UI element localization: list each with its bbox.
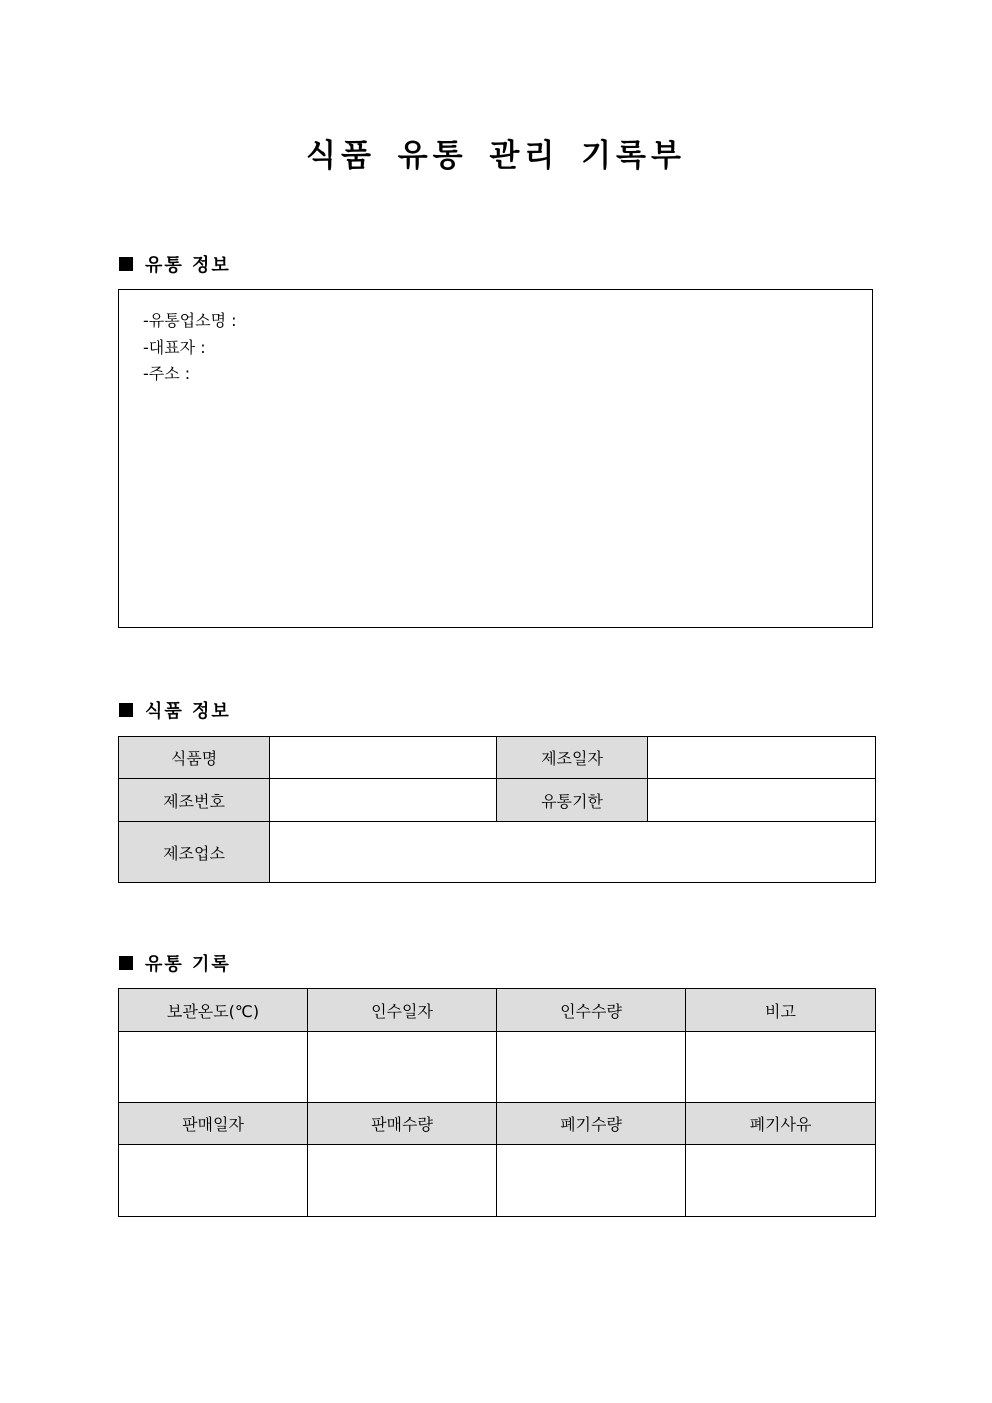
remarks-header: 비고 [686, 989, 876, 1032]
distribution-info-box [118, 289, 873, 628]
manufacture-date-label: 제조일자 [497, 737, 648, 779]
document-title: 식품 유통 관리 기록부 [306, 138, 686, 174]
section-heading-food-info [119, 697, 231, 723]
distribution-record-table [118, 988, 876, 1217]
square-bullet-icon [119, 956, 133, 970]
expiration-date-label: 유통기한 [497, 779, 648, 822]
food-name-label: 식품명 [119, 737, 270, 779]
representative-line[interactable]: -대표자 : [143, 337, 206, 357]
manufacturer-field[interactable] [270, 822, 876, 883]
sale-date-field[interactable] [119, 1145, 308, 1217]
storage-temperature-field[interactable] [119, 1032, 308, 1103]
disposal-reason-header: 폐기사유 [686, 1103, 876, 1145]
sale-date-header: 판매일자 [119, 1103, 308, 1145]
food-info-table [118, 736, 876, 883]
distributor-name-line[interactable]: -유통업소명 : [143, 311, 237, 330]
section-heading-distribution-info [119, 251, 231, 277]
square-bullet-icon [119, 257, 133, 271]
manufacturer-label: 제조업소 [119, 822, 270, 883]
table-header-row [119, 989, 876, 1032]
food-name-field[interactable] [270, 737, 497, 779]
expiration-date-field[interactable] [648, 779, 876, 822]
storage-temperature-header: 보관온도(℃) [119, 989, 308, 1032]
manufacture-number-label: 제조번호 [119, 779, 270, 822]
sale-quantity-header: 판매수량 [308, 1103, 497, 1145]
remarks-field[interactable] [686, 1032, 876, 1103]
receipt-date-field[interactable] [308, 1032, 497, 1103]
receipt-date-header: 인수일자 [308, 989, 497, 1032]
sale-quantity-field[interactable] [308, 1145, 497, 1217]
manufacture-date-field[interactable] [648, 737, 876, 779]
table-row [119, 779, 876, 822]
section-heading-label: 유통 정보 [145, 255, 231, 276]
receipt-quantity-header: 인수수량 [497, 989, 686, 1032]
table-row [119, 1145, 876, 1217]
disposal-quantity-header: 폐기수량 [497, 1103, 686, 1145]
section-heading-label: 유통 기록 [145, 954, 231, 975]
table-row [119, 822, 876, 883]
section-heading-distribution-record [119, 950, 231, 976]
table-header-row [119, 1103, 876, 1145]
square-bullet-icon [119, 703, 133, 717]
disposal-quantity-field[interactable] [497, 1145, 686, 1217]
receipt-quantity-field[interactable] [497, 1032, 686, 1103]
address-line[interactable]: -주소 : [143, 364, 191, 383]
table-row [119, 737, 876, 779]
disposal-reason-field[interactable] [686, 1145, 876, 1217]
section-heading-label: 식품 정보 [145, 701, 231, 722]
table-row [119, 1032, 876, 1103]
manufacture-number-field[interactable] [270, 779, 497, 822]
